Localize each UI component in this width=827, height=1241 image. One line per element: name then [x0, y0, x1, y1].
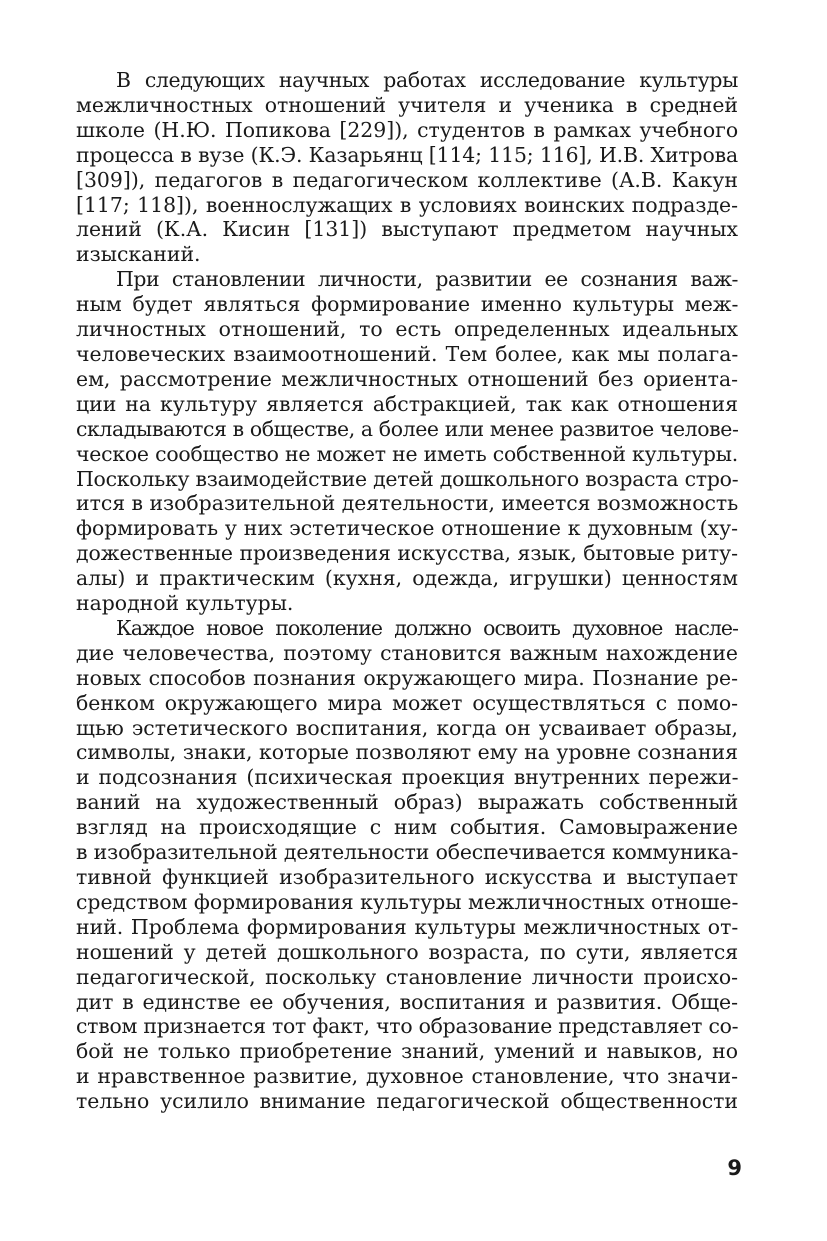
text-line: тельно усилило внимание педагогической общественности — [76, 1089, 738, 1114]
text-line: личностных отношений, то есть определенных идеальных — [76, 317, 738, 342]
text-line: ством признается тот факт, что образование представляет со- — [76, 1014, 739, 1039]
text-line: в изобразительной деятельности обеспечивается коммуника- — [76, 840, 739, 865]
text-line: алы) и практическим (кухня, одежда, игрушки) ценностям — [76, 566, 738, 591]
text-line: ем, рассмотрение межличностных отношений без ориента- — [76, 366, 738, 391]
text-line: дит в единстве ее обучения, воспитания и развития. Обще- — [76, 989, 738, 1014]
text-line: ится в изобразительной деятельности, имеется возможность — [76, 491, 739, 516]
text-line: ваний на художественный образ) выражать собственный — [76, 790, 739, 815]
text-line: новых способов познания окружающего мира. Познание ре- — [76, 665, 738, 690]
text-line: ческое сообщество не может не иметь собственной культуры. — [76, 441, 738, 466]
page-body — [76, 68, 738, 1114]
text-line: и нравственное развитие, духовное становление, что значи- — [76, 1064, 738, 1089]
text-line: лений (К.А. Кисин [131]) выступают предметом научных — [76, 217, 738, 242]
text-line: изысканий. — [76, 242, 201, 267]
text-line: межличностных отношений учителя и ученика в средней — [76, 92, 738, 117]
text-line: человеческих взаимоотношений. Тем более, как мы полага- — [76, 341, 739, 366]
text-line: щью эстетического воспитания, когда он усваивает образы, — [76, 715, 738, 740]
text-line: народной культуры. — [76, 591, 294, 616]
text-line: ношений у детей дошкольного возраста, по сути, является — [76, 939, 739, 964]
text-line: формировать у них эстетическое отношение к духовным (ху- — [76, 516, 738, 541]
text-line: и подсознания (психическая проекция внутренних пережи- — [76, 765, 739, 790]
text-line: взгляд на происходящие с ним события. Самовыражение — [76, 815, 738, 840]
text-line: Каждое новое поколение должно освоить духовное насле- — [116, 615, 738, 640]
text-line: ным будет являться формирование именно культуры меж- — [76, 292, 739, 317]
paragraph-1 — [76, 68, 738, 267]
text-line: средством формирования культуры межличностных отноше- — [76, 889, 739, 914]
text-line: дожественные произведения искусства, язык, бытовые риту- — [76, 541, 738, 566]
text-line: ции на культуру является абстракцией, так как отношения — [76, 391, 738, 416]
text-line: символы, знаки, которые позволяют ему на уровне сознания — [76, 740, 738, 765]
text-line: школе (Н.Ю. Попикова [229]), студентов в рамках учебного — [76, 117, 739, 142]
text-line: складываются в обществе, а более или менее развитое челове- — [76, 416, 739, 441]
text-line: бенком окружающего мира может осуществляться с помо- — [76, 690, 739, 715]
text-line: процесса в вузе (К.Э. Казарьянц [114; 115; 116], И.В. Хитрова — [76, 142, 738, 167]
text-line: В следующих научных работах исследование культуры — [116, 68, 738, 92]
paragraph-2 — [76, 267, 738, 616]
text-line: дие человечества, поэтому становится важным нахождение — [76, 640, 738, 665]
page-number: 9 — [727, 1156, 742, 1180]
text-line: [309]), педагогов в педагогическом коллективе (А.В. Какун — [76, 167, 738, 192]
paragraph-3 — [76, 616, 738, 1114]
text-line: педагогической, поскольку становление личности происхо- — [76, 964, 738, 989]
text-line: бой не только приобретение знаний, умений и навыков, но — [76, 1039, 738, 1064]
text-line: Поскольку взаимодействие детей дошкольного возраста стро- — [76, 466, 739, 491]
text-line: тивной функцией изобразительного искусства и выступает — [76, 865, 738, 889]
text-line: ний. Проблема формирования культуры межличностных от- — [76, 914, 739, 939]
text-line: [117; 118]), военнослужащих в условиях воинских подразде- — [76, 192, 738, 217]
text-line: При становлении личности, развитии ее сознания важ- — [116, 267, 738, 292]
